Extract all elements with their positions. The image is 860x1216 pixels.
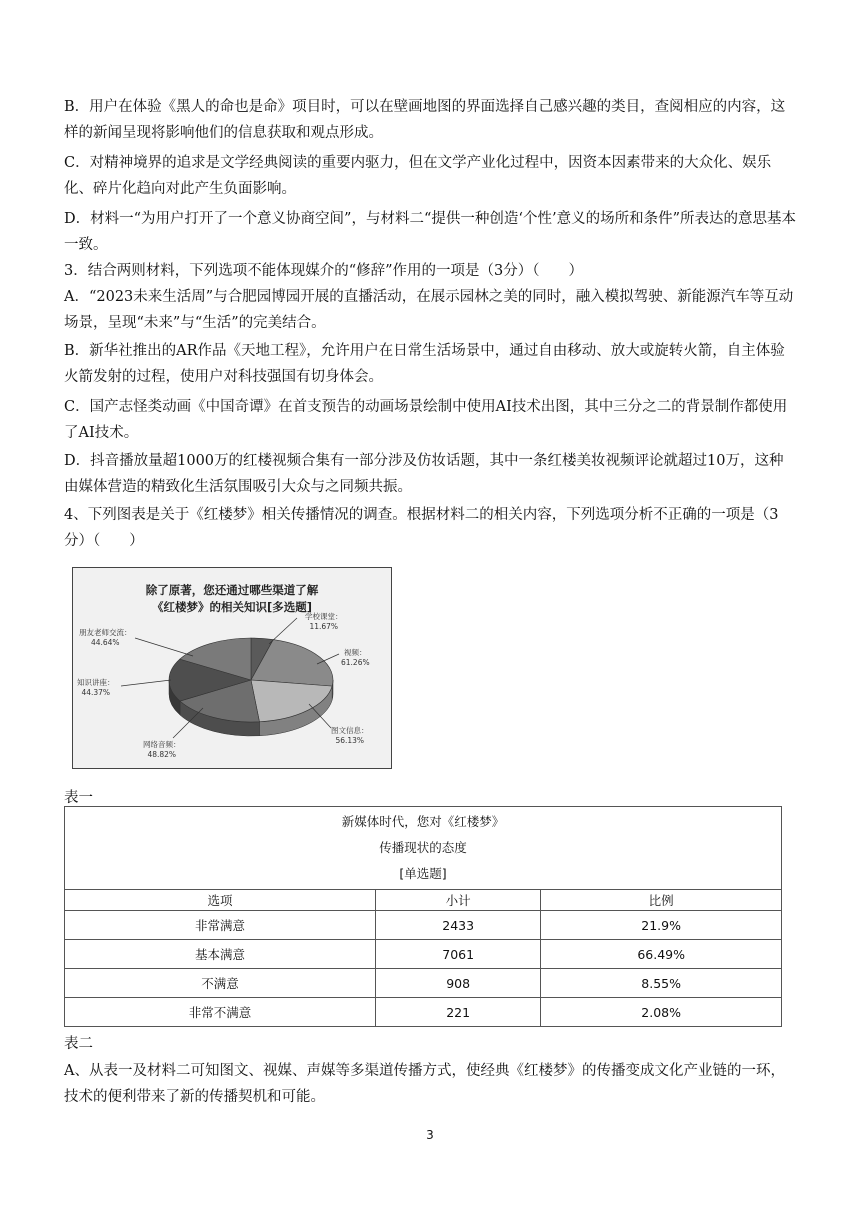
header-option: 选项 <box>65 890 376 911</box>
option-c-q3: C．国产志怪类动画《中国奇谭》在首支预告的动画场景绘制中使用AI技术出图，其中三分之二的背景制作都使用了AI技术。 <box>64 399 788 441</box>
table-row <box>65 969 782 998</box>
leader-line <box>269 618 297 644</box>
option-a-q4: A、从表一及材料二可知图文、视媒、声媒等多渠道传播方式，使经典《红楼梦》的传播变成文化产业链的一环，技术的便利带来了新的传播契机和可能。 <box>64 1063 785 1105</box>
label-lecture: 知识讲座： 44.37% <box>77 678 115 697</box>
question-4: 4、下列图表是关于《红楼梦》相关传播情况的调查。根据材料二的相关内容，下列选项分析不正确的一项是（3分）（ ） <box>64 507 779 549</box>
option-a-q3: A．“2023未来生活周”与合肥园博园开展的直播活动，在展示园林之美的同时，融入模拟驾驶、新能源汽车等互动场景，呈现“未来”与“生活”的完美结合。 <box>64 289 794 331</box>
option-b-q3: B．新华社推出的AR作品《天地工程》，允许用户在日常生活场景中，通过自由移动、放大或旋转火箭，自主体验火箭发射的过程，使用户对科技强国有切身体会。 <box>64 343 785 385</box>
question-3: 3．结合两则材料，下列选项不能体现媒介的“修辞”作用的一项是（3分）（ ） <box>64 263 584 279</box>
table-row <box>65 998 782 1027</box>
table-title: 新媒体时代，您对《红楼梦》 传播现状的态度 [单选题] <box>65 807 782 890</box>
pie-chart <box>72 567 392 769</box>
cell-count: 221 <box>376 998 541 1027</box>
option-d-q3: D．抖音播放量超1000万的红楼视频合集有一部分涉及仿妆话题，其中一条红楼美妆视频评论就超过10万，这种由媒体营造的精致化生活氛围吸引大众与之同频共振。 <box>64 453 784 495</box>
header-ratio: 比例 <box>541 890 782 911</box>
option-d-q2: D．材料一“为用户打开了一个意义协商空间”，与材料二“提供一种创造‘个性’意义的场所和条件”所表达的意思基本一致。 <box>64 211 796 253</box>
chart-title-line1: 除了原著，您还通过哪些渠道了解 <box>145 583 319 597</box>
option-b-q2: B．用户在体验《黑人的命也是命》项目时，可以在壁画地图的界面选择自己感兴趣的类目，查阅相应的内容，这样的新闻呈现将影响他们的信息获取和观点形成。 <box>64 99 786 141</box>
table-label-1: 表一 <box>64 790 93 806</box>
leader-line <box>121 680 171 686</box>
cell-count: 7061 <box>376 940 541 969</box>
cell-ratio: 21.9% <box>541 911 782 940</box>
table-row <box>65 911 782 940</box>
table-header-row <box>65 890 782 911</box>
label-school: 学校课堂： 11.67% <box>305 612 343 631</box>
label-audio: 网络音频： 48.82% <box>143 740 181 759</box>
label-friends: 朋友老师交流： 44.64% <box>79 628 132 647</box>
cell-option: 非常不满意 <box>65 998 376 1027</box>
table-row <box>65 940 782 969</box>
label-graphic: 图文信息： 56.13% <box>331 726 369 745</box>
cell-option: 非常满意 <box>65 911 376 940</box>
cell-ratio: 66.49% <box>541 940 782 969</box>
cell-ratio: 8.55% <box>541 969 782 998</box>
cell-option: 基本满意 <box>65 940 376 969</box>
cell-option: 不满意 <box>65 969 376 998</box>
chart-title-line2: 《红楼梦》的相关知识[多选题] <box>151 600 312 614</box>
survey-table <box>64 806 782 1027</box>
cell-count: 2433 <box>376 911 541 940</box>
page-number: 3 <box>426 1128 434 1142</box>
option-c-q2: C．对精神境界的追求是文学经典阅读的重要内驱力，但在文学产业化过程中，因资本因素带来的大众化、娱乐化、碎片化趋向对此产生负面影响。 <box>64 155 772 197</box>
cell-ratio: 2.08% <box>541 998 782 1027</box>
table-label-2: 表二 <box>64 1036 93 1052</box>
leader-line <box>135 638 193 656</box>
header-count: 小计 <box>376 890 541 911</box>
label-video: 视频： 61.26% <box>341 648 370 667</box>
cell-count: 908 <box>376 969 541 998</box>
